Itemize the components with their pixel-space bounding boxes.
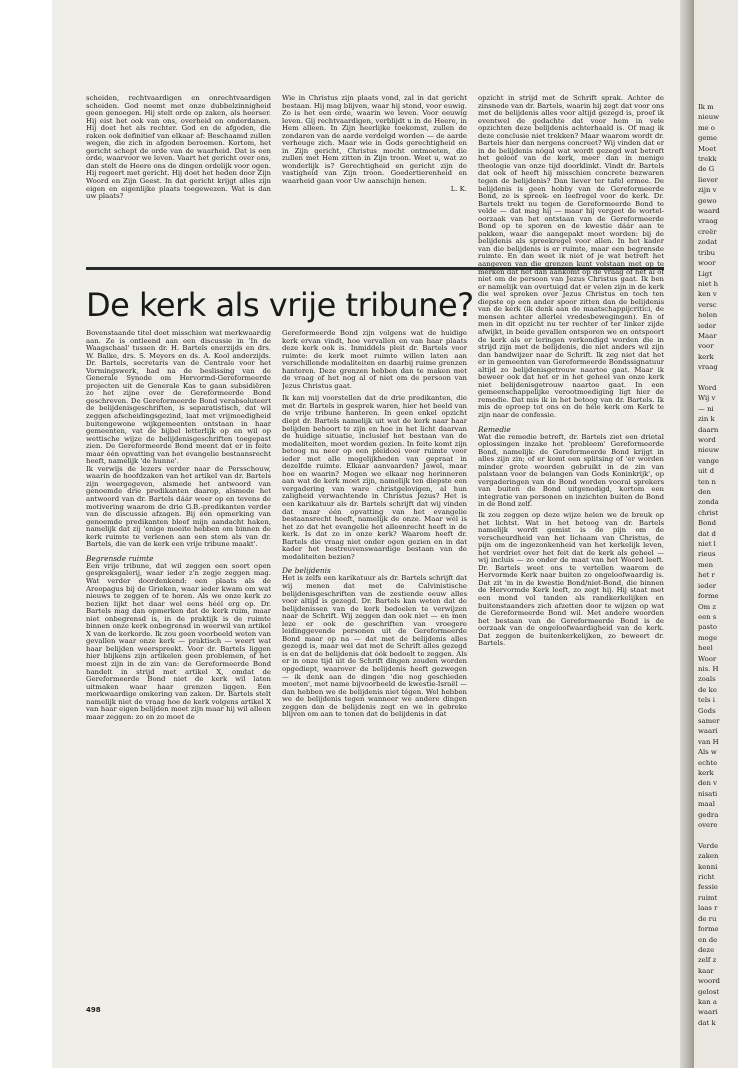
article-column-1 — [86, 330, 271, 1000]
article-column-3 — [478, 95, 664, 1000]
top-column-2 — [282, 95, 467, 265]
article-paragraph: Ik kan mij voorstellen dat de drie predikanten, die met dr. Bartels in gesprek waren, hier het beeld van de vrije tribune hanteren. In geen enkel opzicht diept dr. Bartels namelijk uit wat de kerk naar haar belijden behoort te zijn en hoe in het licht daarvan de huidige situatie, inclusief het bestaan van de modaliteiten, moet worden gezien. In feite komt zijn betoog nu neer op een pleidooi voor ruimte voor ieder met alle mogelijkheden van gepraat in dezelfde ruimte. Elkaar aanvaarden? Jawel, maar hoe en waarin? Mogen we elkaar nog herinneren aan wat de kerk moet zijn, namelijk ten diepste een vergadering van ware christgelovigen, al hun zaligheid verwachtende in Christus Jezus? Het is een karikatuur als dr. Bartels schrijft dat wij vinden dat maar één opvatting van het evangelie bestaansrecht heeft, namelijk de onze. Maar wél is het zo dat het evangelie het alleenrecht heeft in de kerk. Is dat zo in onze kerk? Waarom heeft dr. Bartels die vraag niet onder ogen gezien en in dat kader het bestreuvenswaardige bestaan van de modaliteiten bezien? — [282, 394, 467, 561]
subheading-de-belijdenis: De belijdenis — [282, 566, 331, 576]
article-paragraph: Ik zou zeggen op deze wijze helen we de breuk op het lichtst. Wat in het betoog van dr. Bartels namelijk wordt gemist is de pijn om de verscheurdheid van het lichaam van Christus, de pijn om de ingezonkenheid van het kerkelijk leven, het verdriet over het feit dat de kerk als geheel — wij incluis — zo onder de maat van het Woord leeft. Dr. Bartels weet ons te vertellen waarom de Hervormde Kerk naar buiten zo ongeloofwaardig is. Dat zit 'm in de kwestie Bond/niet-Bond, die binnen de Hervormde Kerk leeft, zo zegt hij. Hij staat met een mond vol tanden als randkerkelijken en buitenstaanders zich afzetten door te wijzen op wat de Gereformeerde Bond wil. Met andere woorden het bestaan van de Gereformeerde Bond is de oorzaak van de ongeloofwaardigheid van de kerk. Dat zeggen de buitenkerkelijken, zo beweert dr. Bartels. — [478, 510, 664, 648]
subheading-remedie: Remedie — [478, 424, 511, 434]
subheading-begrensde-ruimte: Begrensde ruimte — [86, 553, 154, 563]
article-paragraph: Ik verwijs de lezers verder naar de Persschouw, waarin de hoofdzaken van het artikel van dr. Bartels zijn weergegeven, alsmede het antwoord van genoemde drie predikanten daarop, alsmede het antwoord van dr. Bartels dáár weer op en tevens de motivering waarom de drie G.B.-predikanten verder van de discussie afzagen. Bij één opmerking van genoemde predikanten bleef mijn aandacht haken, namelijk dat zij 'enige moeite hebben om binnen de kerk ruimte te verlenen aan een stem als van dr. Bartels, die van de kerk een vrije tribune maakt'. — [86, 464, 271, 549]
article-paragraph: Een vrije tribune, dat wil zeggen een soort open gespreksgalerij, waar ieder z'n zegje zeggen mag. Wat verder doordenkend: een plaats als de Areopagus bij de Grieken, waar ieder kwam om wat nieuws te zeggen of te horen. Als we onze kerk zo bezien lijkt het daar wel eens héél erg op. Dr. Bartels mag dan opmerken dat de kerk ruim, maar niet onbegrensd is, in de praktijk is de ruimte binnen onze kerk onbegrensd in weerwil van artikel X van de kerkorde. Ik zou geen voorbeeld weten van gevallen waar onze kerk — praktisch — weert wat haar belijden weerspreekt. Voor dr. Bartels liggen hier blijkens zijn artikelen geen problemen, of het moest zijn in de zin van: de Gereformeerde Bond handelt in strijd met artikel X, omdat de Gereformeerde Bond niet de kerk wil laten uitmaken waar haar grenzen liggen. Een merkwaardige omkering van zaken. Dr. Bartels stelt namelijk niet de vraag hoe de kerk volgens artikel X van haar eigen belijden moet zijn maar hij wil alleen maar zeggen: zo en zo moet de — [86, 561, 271, 721]
article-column-2 — [282, 330, 467, 1000]
article-paragraph: Het is zelfs een karikatuur als dr. Bartels schrijft dat wij menen dat met de Calvinistische belijdenisgeschriften van de zestiende eeuw alles voor altijd is gezegd. Dr. Bartels kan weten dat de belijdenissen van de kerk bedoelen te verwijzen naar de Schrift. Wij zeggen dan ook niet — en men leze er ook de geschriften van vroegere leidinggevende personen uit de Gereformeerde Bond maar op na — dat met de belijdenis alles gezegd is, maar wel dat met de Schrift alles gezegd is en dat de belijdenis dat óók bedoelt te zeggen. Als er in onze tijd uit de Schrift dingen zouden worden opgediept, waarover de belijdenis heeft gezwegen — ik denk aan de dingen 'die nog geschieden moeten', met name bijvoorbeeld de kwestie-Israël — dan hebben we de belijdenis niet tégen. Wel hebben we de belijdenis tegen wanneer we andere dingen zeggen dan de belijdenis zegt en we in gebreke blijven om aan te tonen dat de belijdenis in dat — [282, 574, 467, 719]
article-paragraph: Wat die remedie betreft, dr. Bartels ziet een drietal oplossingen inzake het 'probleem' Gereformeerde Bond, namelijk: de Gereformeerde Bond krijgt in alles zijn zin; of er komt een splitsing of 'er worden minder grote woorden gebruikt in de zin van palstaan voor de belangen van Gods Koninkrijk', op vergaderingen van de Bond worden vooral sprekers van buiten de Bond uitgenodigd, kortom een integratie van personen en inzichten buiten de Bond in de Bond zelf. — [478, 432, 664, 509]
top-column-1 — [86, 95, 271, 265]
next-page-edge — [694, 0, 738, 1068]
page-number: 498 — [86, 1006, 101, 1014]
top-column-2-text: Wie in Christus zijn plaats vond, zal in dat gericht bestaan. Hij mag blijven, waar hij stond, voor euwig. Zo is het een orde, waarin we leven. Voor eeuwig leven. Gij rechtvaardigen, verblijdt u in de Heere, in Hem alleen. In Zijn heerlijke toekomst, zullen de zondaren van de aarde verdelgd worden — de aarde verheuge zich. Maar wie in Gods gerechtigheid en in Zijn gericht, Christus mocht ontmoeten, die zullen met Hem zitten in Zijn troon. Weet u, wat zo wonderlijk is? Gerechtigheid en gericht zijn de vastigheid van Zijn troon. Goedertierenheid en waarheid gaan voor Uw aanschijn henen. — [282, 95, 467, 186]
top-column-1-text: scheiden, rechtvaardigen en onrechtvaardigen scheiden. God neemt met onze dubbelzinnigheid geen genoegen. Hij stelt orde op zaken, als heerser. Hij eist het ook van ons, overheid en onderdanen. Hij doet het als rechter. God en de afgoden, die raken ook definitief van elkaar af: Beschaamd zullen wegen, die zich in afgoden beroemen. Kortom, het gericht schept de orde van de waarheid. Dat is een orde, waarvoor we leven. Vaart het gericht over ons, dan stelt de Heere ons de dingen ordelijk voor ogen. Hij regeert met gericht. Hij doet het heden door Zijn Woord en Zijn Geest. In dat gericht krijgt alles zijn eigen en eigenlijke plaats toegewezen. Wat is dan uw plaats? — [86, 95, 271, 201]
article-paragraph: Gereformeerde Bond zijn volgens wat de huidige kerk ervan vindt, hoe vervallen en van haar plaats deze kerk ook is. Inmiddels pleit dr. Bartels voor ruimte: de kerk moet ruimte willen laten aan verschillende modaliteiten en daarbij ruime grenzen hanteren. Deze grenzen hebben dan te maken met de vraag of het nog al of niet om de persoon van Jezus Christus gaat. — [282, 330, 467, 390]
page-gutter — [680, 0, 694, 1068]
article-title: De kerk als vrije tribune? — [86, 286, 474, 324]
author-signature: L. K. — [450, 184, 467, 193]
next-page-text-fragments: Ik m nieuw me o geme Moet trekk de G liever zijn v gewo waard vraag creër zodat tribu woor Ligt niet h ken v versc helen ieder Maar voor kerk vraag Word Wij v — ni zin k daarn word nieuw vange uit d ten n den zonda christ Bond dat d niet l rieus men het r ieder forme Om z een s pasto moge heel Woor nis. H zoals de ke tels i Gods samer waari van H Als w echte kerk den v nisati maal gedra overe Verde zaken kenni richt fessie ruimt laas r de ru forme en de deze zelf z kaar woord gelost kan a waari dat k — [698, 103, 720, 1027]
article-paragraph: Bovenstaande titel doet misschien wat merkwaardig aan. Ze is ontleend aan een discussie in 'In de Waagschaal' tussen dr. H. Bartels enerzijds en drs. W. Balke, drs. S. Meyers en ds. A. Kool anderzijds. Dr. Bartels, secretaris van de Centrale voor het Vormingswerk, had na de beslissing van de Generale Synode om Hervormd-Gereformeerde projecten uit de Generale Kas te gaan subsidiëren zo het zijne over de Gereformeerde Bond geschreven. De Gereformeerde Bond verabsoluteert de belijdenisgeschriften, is separatistisch, dat wil zeggen afscheidingsgezind, laat met vrijmoedigheid buitengewone wijkgemeenten ontstaan in haar gemeenten, vat de bijbel letterlijk op en wil op wettische wijze de belijdenisgeschriften toegepast zien. De Gereformeerde Bond meent dat er in feite maar één opvatting van het evangelie bestaansrecht heeft, namelijk 'de hunne'. — [86, 330, 271, 466]
article-paragraph: opzicht in strijd met de Schrift sprak. Achter de zinsnede van dr. Bartels, waarin hij zegt dat voor ons met de belijdenis alles voor altijd gezegd is, proef ik eventwel de gedachte dat voor hem in vele opzichten deze belijdenis achterhaald is. Of mag ik deze conclusie niet trekken? Maar waarom wordt dr. Bartels hier dan nergens concreet? Wij vinden dat er in de belijdenis nógal wat wordt gezegd wat betreft het geloof van de kerk, meer dan in menige theologie van onze tijd doorklinkt. Vindt dr. Bartels dat ook of heeft hij misschien concrete bezwaren tegen de belijdenis? Dan liever ter tafel ermee. De belijdenis is geen hobby van de Gereformeerde Bond, ze is spreek- en leefregel voor de kerk. Dr. Bartels trekt nu tegen de Gereformeerde Bond te velde — dat mag hij — maar hij vergeet de wortel-oorzaak van het ontstaan van de Gereformeerde Bond op te sporen en de kwestie dáár aan te pakken, waar die aangepakt moet worden: bij de belijdenis als spreekregel voor allen. In het kader van die belijdenis is er ruimte, maar een begrensde ruimte. En dan weet ik niet of je wat betreft het aangeven van die grenzen kunt volstaan met op te merken dat het dan aankomt op de vraag of het al of niet om de persoon van Jezus Christus gaat. Ik ben er namelijk van overtuigd dat er velen zijn in de kerk die wel spreken over Jezus Christus en toch ten diepste op een ander spoor zitten dan de belijdenis van de kerk (ik denk aan de maatschappijcritici, de mensen achter allerlei vredesbewegingen). En of men in dit opzicht nu ter rechter of ter linker zijde afwijkt, in beide gevallen ontsporen we en ontspoort de kerk als er leringen verkondigd worden die in strijd zijn met de belijdenis, die niet anders wil zijn dan handwijzer naar de Schrift. Ik zeg niet dat het er in gemeenten van Gereformeerde Bondssignatuur altijd zo belijdenisgetrouw naartoe gaat. Maar ik beweer ook dat het er in het geheel van onze kerk niet belijdenisgetrouw naartoe gaat. In een gemeenschappelijke verootmoediging ligt hier de remedie. Dat mis ik in het betoog van dr. Bartels. Ik mis de oproep tot ons en de héle kerk om Kerk te zijn naar de confessie. — [478, 95, 664, 419]
